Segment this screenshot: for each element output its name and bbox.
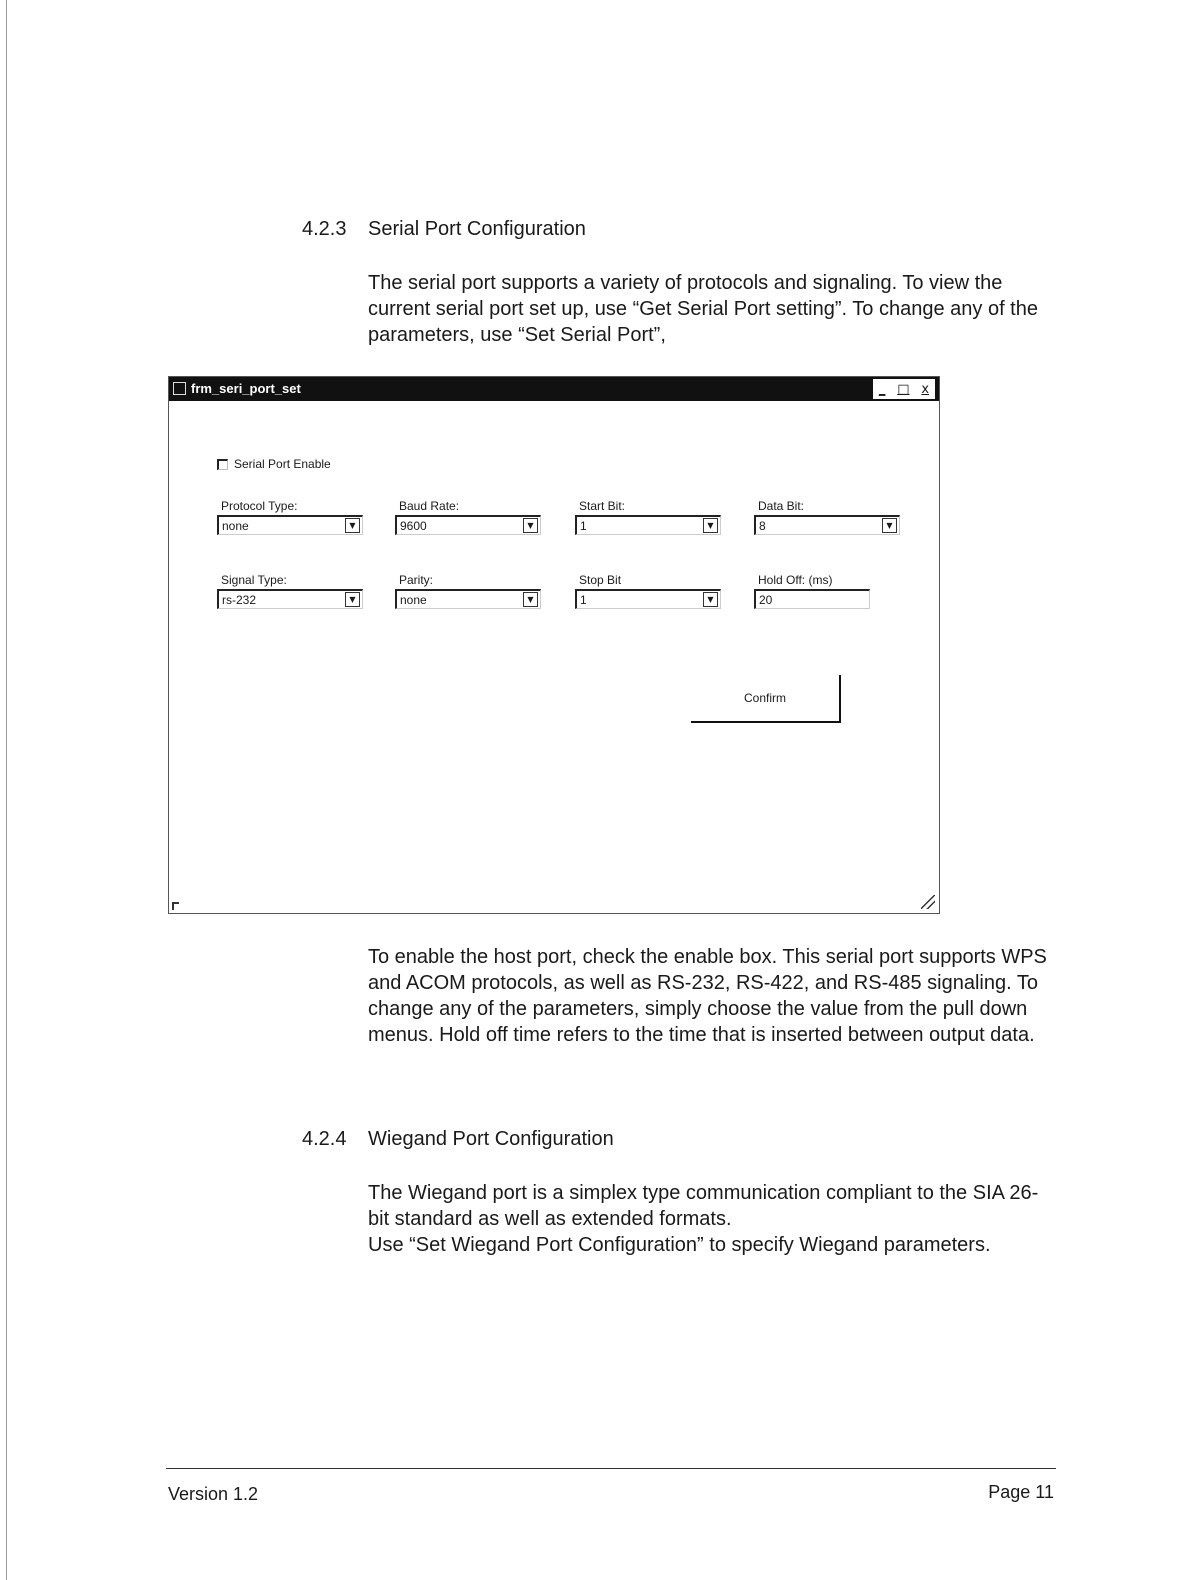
serial-port-enable-label: Serial Port Enable [234,457,331,471]
stop-bit-label: Stop Bit [579,573,622,587]
protocol-type-field [217,499,363,535]
protocol-type-select[interactable] [217,515,363,535]
protocol-type-label: Protocol Type: [221,499,298,513]
data-bit-field [754,499,900,535]
data-bit-value: 8 [759,519,766,533]
parity-label: Parity: [399,573,434,587]
hold-off-input[interactable] [754,589,870,609]
section-number: 4.2.3 [302,218,347,240]
section-423-intro [368,270,1058,348]
start-bit-label: Start Bit: [579,499,626,513]
section-heading-424 [302,1128,614,1151]
start-bit-field [575,499,721,535]
dropdown-arrow-icon[interactable]: ▼ [345,592,360,607]
stop-bit-field [575,573,721,609]
hold-off-field [754,573,900,609]
stop-bit-value: 1 [580,593,587,607]
section-423-description [368,944,1058,1048]
protocol-type-value: none [222,519,249,533]
stop-bit-select[interactable] [575,589,721,609]
corner-mark [172,902,179,910]
start-bit-select[interactable] [575,515,721,535]
start-bit-value: 1 [580,519,587,533]
hold-off-label: Hold Off: (ms) [758,573,833,587]
signal-type-field [217,573,363,609]
maximize-button[interactable]: □ [897,381,910,397]
dropdown-arrow-icon[interactable]: ▼ [345,518,360,533]
footer-page-number: Page 11 [988,1482,1054,1502]
serial-port-enable-checkbox[interactable] [217,459,228,470]
intro-paragraph: The serial port supports a variety of protocols and signaling. To view the current serial port set up, use “Get Serial Port setting”. To change any of the parameters, use “Set Serial Port”, [368,272,1038,346]
section-title: Serial Port Configuration [368,218,586,240]
signal-type-value: rs-232 [222,593,257,607]
dropdown-arrow-icon[interactable]: ▼ [703,592,718,607]
resize-grip-icon[interactable] [921,895,935,909]
footer-version: Version 1.2 [168,1484,259,1504]
baud-rate-field [395,499,541,535]
parity-select[interactable] [395,589,541,609]
minimize-button[interactable]: _ [878,381,886,397]
baud-rate-label: Baud Rate: [399,499,460,513]
section-424-body [368,1180,1058,1258]
dropdown-arrow-icon[interactable]: ▼ [523,592,538,607]
data-bit-label: Data Bit: [758,499,805,513]
serial-port-enable-row[interactable] [217,457,331,471]
parity-value: none [400,593,427,607]
hold-off-value: 20 [759,593,773,607]
signal-type-label: Signal Type: [221,573,287,587]
data-bit-select[interactable] [754,515,900,535]
baud-rate-select[interactable] [395,515,541,535]
close-button[interactable]: x [921,381,930,397]
parity-field [395,573,541,609]
baud-rate-value: 9600 [400,519,427,533]
description-paragraph: To enable the host port, check the enable box. This serial port supports WPS and ACOM protocols, as well as RS-232, RS-422, and RS-485 signaling. To change any of the parameters, simply choose the value from the pull down menus. Hold off time refers to the time that is inserted between output data. [368,946,1047,1046]
confirm-button[interactable]: Confirm [691,675,841,723]
scan-edge [6,0,7,1580]
dialog-titlebar[interactable] [169,377,939,401]
wiegand-paragraph-2: Use “Set Wiegand Port Configuration” to specify Wiegand parameters. [368,1234,991,1256]
section-number: 4.2.4 [302,1128,347,1150]
footer-rule [166,1468,1056,1469]
window-controls [873,379,935,399]
dropdown-arrow-icon[interactable]: ▼ [523,518,538,533]
section-heading-423 [302,218,586,241]
dropdown-arrow-icon[interactable]: ▼ [882,518,897,533]
signal-type-select[interactable] [217,589,363,609]
serial-port-dialog [168,376,940,914]
dialog-title: frm_seri_port_set [191,381,301,396]
app-icon [173,382,186,395]
wiegand-paragraph-1: The Wiegand port is a simplex type communication compliant to the SIA 26-bit standard as well as extended formats. [368,1182,1039,1230]
section-title: Wiegand Port Configuration [368,1128,614,1150]
dropdown-arrow-icon[interactable]: ▼ [703,518,718,533]
